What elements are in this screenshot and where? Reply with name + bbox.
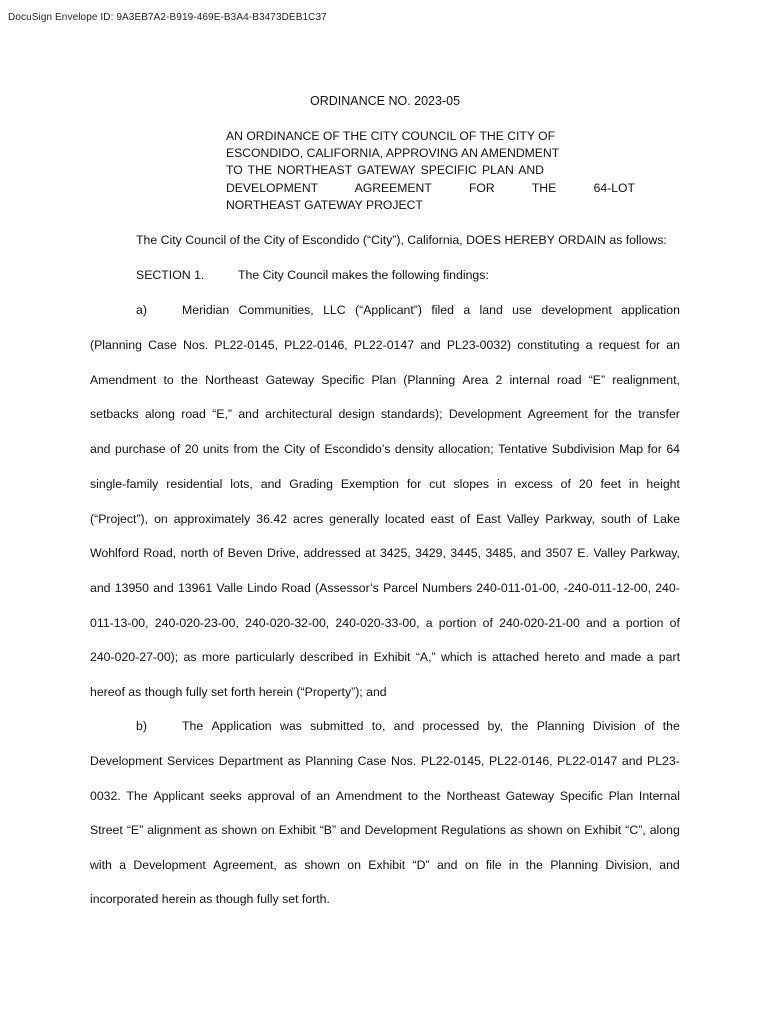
paragraph-line: and 13950 and 13961 Valle Lindo Road (Assessor’s Parcel Numbers 240-011-01-00, -240-011-12-00, 240- xyxy=(90,580,680,595)
paragraph-line: Wohlford Road, north of Beven Drive, addressed at 3425, 3429, 3445, 3485, and 3507 E. Valley Parkway, xyxy=(90,546,680,561)
caption-line: ESCONDIDO, CALIFORNIA, APPROVING AN AMENDMENT xyxy=(226,146,560,161)
paragraph-marker: b) xyxy=(136,719,147,733)
paragraph-line: (Planning Case Nos. PL22-0145, PL22-0146, PL22-0147 and PL23-0032) constituting a request for an xyxy=(90,338,680,352)
paragraph-a-first-line xyxy=(136,303,680,317)
paragraph-line: Street “E” alignment as shown on Exhibit “B” and Development Regulations as shown on Exhibit “C”, along xyxy=(90,823,680,838)
paragraph-line: hereof as though fully set forth herein (“Property”); and xyxy=(90,685,387,699)
docusign-envelope-id: DocuSign Envelope ID: 9A3EB7A2-B919-469E-B3A4-B3473DEB1C37 xyxy=(8,12,327,23)
intro-paragraph: The City Council of the City of Escondido (“City”), California, DOES HEREBY ORDAIN as follows: xyxy=(136,233,667,247)
caption-line: NORTHEAST GATEWAY PROJECT xyxy=(226,197,423,212)
caption-line: DEVELOPMENT AGREEMENT FOR THE 64-LOT xyxy=(226,180,635,195)
paragraph-b-last-line xyxy=(90,892,680,906)
paragraph-line: (“Project”), on approximately 36.42 acres generally located east of East Valley Parkway, south of Lake xyxy=(90,511,680,526)
paragraph-line: with a Development Agreement, as shown on Exhibit “D” and on file in the Planning Division, and xyxy=(90,857,680,872)
paragraph-line: 011-13-00, 240-020-23-00, 240-020-32-00, 240-020-33-00, a portion of 240-020-21-00 and a portion of xyxy=(90,615,680,630)
paragraph-line: setbacks along road “E,” and architectural design standards); Development Agreement for the transfer xyxy=(90,407,680,422)
section-number: SECTION 1. xyxy=(136,268,205,282)
paragraph-line: The Application was submitted to, and processed by, the Planning Division of the xyxy=(182,719,680,733)
caption-line: TO THE NORTHEAST GATEWAY SPECIFIC PLAN AND xyxy=(226,163,544,178)
paragraph-line: incorporated herein as though fully set forth. xyxy=(90,892,330,906)
paragraph-a-last-line xyxy=(90,685,680,699)
paragraph-line: single-family residential lots, and Grading Exemption for cut slopes in excess of 20 feet in height xyxy=(90,476,680,491)
paragraph-marker: a) xyxy=(136,303,147,317)
paragraph-line: Amendment to the Northeast Gateway Specific Plan (Planning Area 2 internal road “E” realignment, xyxy=(90,372,680,387)
paragraph-line: and purchase of 20 units from the City of Escondido’s density allocation; Tentative Subdivision Map for 64 xyxy=(90,442,680,457)
paragraph-line: Meridian Communities, LLC (“Applicant”) filed a land use development application xyxy=(182,303,680,317)
ordinance-caption xyxy=(226,128,635,214)
paragraph-line: 0032. The Applicant seeks approval of an Amendment to the Northeast Gateway Specific Plan Internal xyxy=(90,788,680,803)
paragraph-b-first-line xyxy=(136,719,680,733)
ordinance-title: ORDINANCE NO. 2023-05 xyxy=(309,94,461,108)
section-text: The City Council makes the following findings: xyxy=(238,268,489,282)
paragraph-line: 240-020-27-00); as more particularly described in Exhibit “A,” which is attached hereto and made a part xyxy=(90,650,680,665)
section-heading xyxy=(136,268,489,282)
caption-line: AN ORDINANCE OF THE CITY COUNCIL OF THE CITY OF xyxy=(226,129,556,143)
paragraph-line: Development Services Department as Planning Case Nos. PL22-0145, PL22-0146, PL22-0147 and PL23- xyxy=(90,754,680,768)
